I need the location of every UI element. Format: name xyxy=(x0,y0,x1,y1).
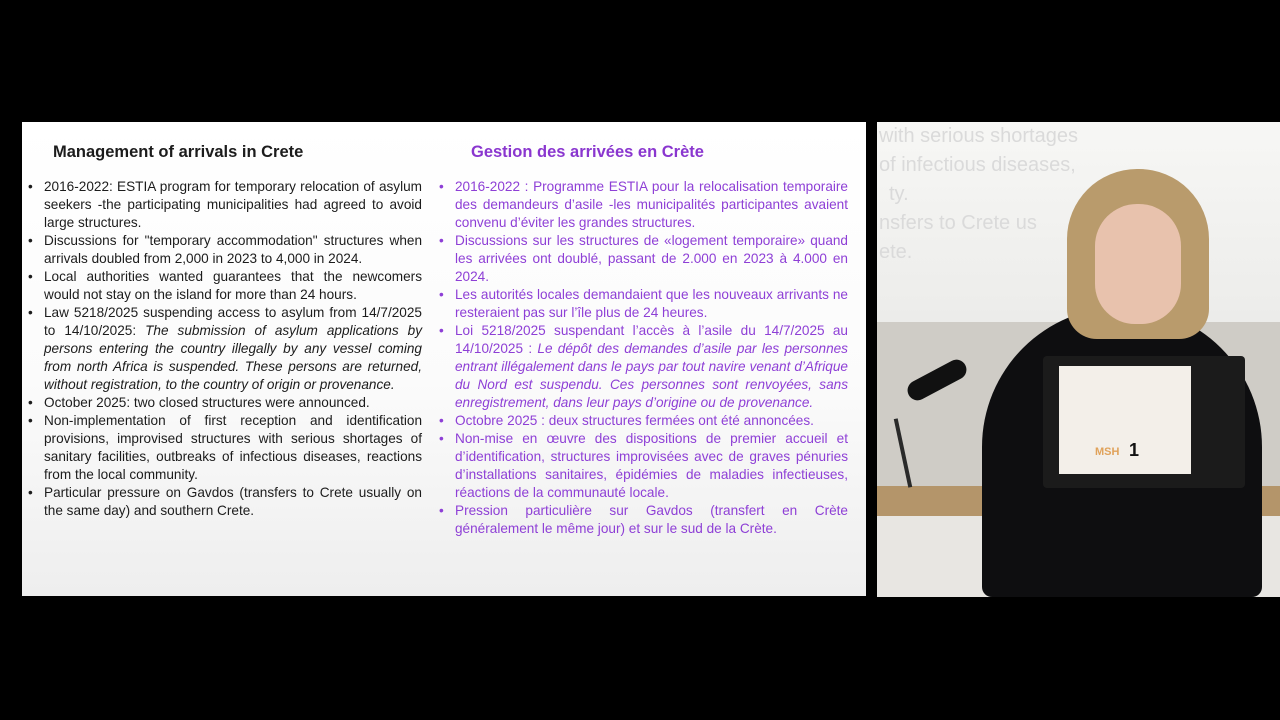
french-title: Gestion des arrivées en Crète xyxy=(471,143,704,161)
bullet-text: Pression particulière sur Gavdos (transfert en Crète généralement le même jour) et sur le sud de la Crète. xyxy=(455,503,848,536)
bullet-text: Local authorities wanted guarantees that the newcomers would not stay on the island for more than 24 hours. xyxy=(44,269,422,302)
bullet-item xyxy=(26,412,422,484)
italic-text: The submission of asylum applications by persons entering the country illegally by any vessel coming from north Africa is suspended. These persons are returned, without registration, to the country of origin or provenance. xyxy=(44,323,422,392)
presentation-slide xyxy=(22,122,866,596)
projected-line: nsfers to Crete us xyxy=(879,212,1037,234)
laptop xyxy=(1043,356,1245,488)
bullet-item xyxy=(26,268,422,304)
bullet-item xyxy=(26,178,422,232)
bullet-item xyxy=(26,232,422,268)
bullet-text: 2016-2022 : Programme ESTIA pour la relocalisation temporaire des demandeurs d’asile -les municipalités participantes avaient convenu d’éviter les grandes structures. xyxy=(455,179,848,230)
projected-line: with serious shortages xyxy=(879,125,1078,147)
sticker-number: 1 xyxy=(1129,440,1140,460)
bullet-item xyxy=(432,502,848,538)
speaker-face xyxy=(1095,204,1181,324)
bullet-item xyxy=(432,178,848,232)
bullet-item xyxy=(432,286,848,322)
bullet-item xyxy=(432,412,848,430)
projected-line: of infectious diseases, xyxy=(879,154,1076,176)
laptop-sticker xyxy=(1059,366,1191,474)
english-title: Management of arrivals in Crete xyxy=(53,143,304,161)
bullet-text: 2016-2022: ESTIA program for temporary relocation of asylum seekers -the participating municipalities had agreed to avoid large structures. xyxy=(44,179,422,230)
bullet-text: Les autorités locales demandaient que les nouveaux arrivants ne resteraient pas sur l’île plus de 24 heures. xyxy=(455,287,848,320)
bullet-text: Octobre 2025 : deux structures fermées ont été annoncées. xyxy=(455,413,814,428)
bullet-item xyxy=(26,304,422,394)
bullet-text: Particular pressure on Gavdos (transfers to Crete usually on the same day) and southern Crete. xyxy=(44,485,422,518)
bullet-text: Loi 5218/2025 suspendant l’accès à l’asile du 14/7/2025 au 14/10/2025 : xyxy=(455,323,848,356)
bullet-text: Law 5218/2025 suspending access to asylum from 14/7/2025 to 14/10/2025: xyxy=(44,305,422,338)
sticker-logo-text: MSH xyxy=(1095,446,1120,458)
bullet-item xyxy=(26,394,422,412)
projected-line: ty. xyxy=(889,183,909,205)
bullet-text: Non-implementation of first reception and identification provisions, improvised structures with serious shortages of sanitary facilities, outbreaks of infectious diseases, reactions from the local community. xyxy=(44,413,422,482)
projected-line: ete. xyxy=(879,241,913,263)
english-bullet-list xyxy=(26,178,422,520)
bullet-item xyxy=(432,430,848,502)
bullet-item xyxy=(432,232,848,286)
french-bullet-list xyxy=(432,178,848,538)
bullet-text: Non-mise en œuvre des dispositions de premier accueil et d’identification, structures improvisées avec de graves pénuries d’installations sanitaires, épidémies de maladies infectieuses, réactions de la communauté locale. xyxy=(455,431,848,500)
speaker-video xyxy=(877,122,1280,597)
bullet-text: Discussions for "temporary accommodation" structures when arrivals doubled from 2,000 in 2023 to 4,000 in 2024. xyxy=(44,233,422,266)
bullet-text: October 2025: two closed structures were announced. xyxy=(44,395,370,410)
bullet-text: Discussions sur les structures de «logement temporaire» quand les arrivées ont doublé, passant de 2.000 en 2023 à 4.000 en 2024. xyxy=(455,233,848,284)
bullet-item xyxy=(432,322,848,412)
italic-text: Le dépôt des demandes d’asile par les personnes entrant illégalement dans le pays par tout navire venant d’Afrique du Nord est suspendu. Ces personnes sont renvoyées, sans enregistrement, dans leur pays d’origine ou de provenance. xyxy=(455,341,848,410)
bullet-item xyxy=(26,484,422,520)
